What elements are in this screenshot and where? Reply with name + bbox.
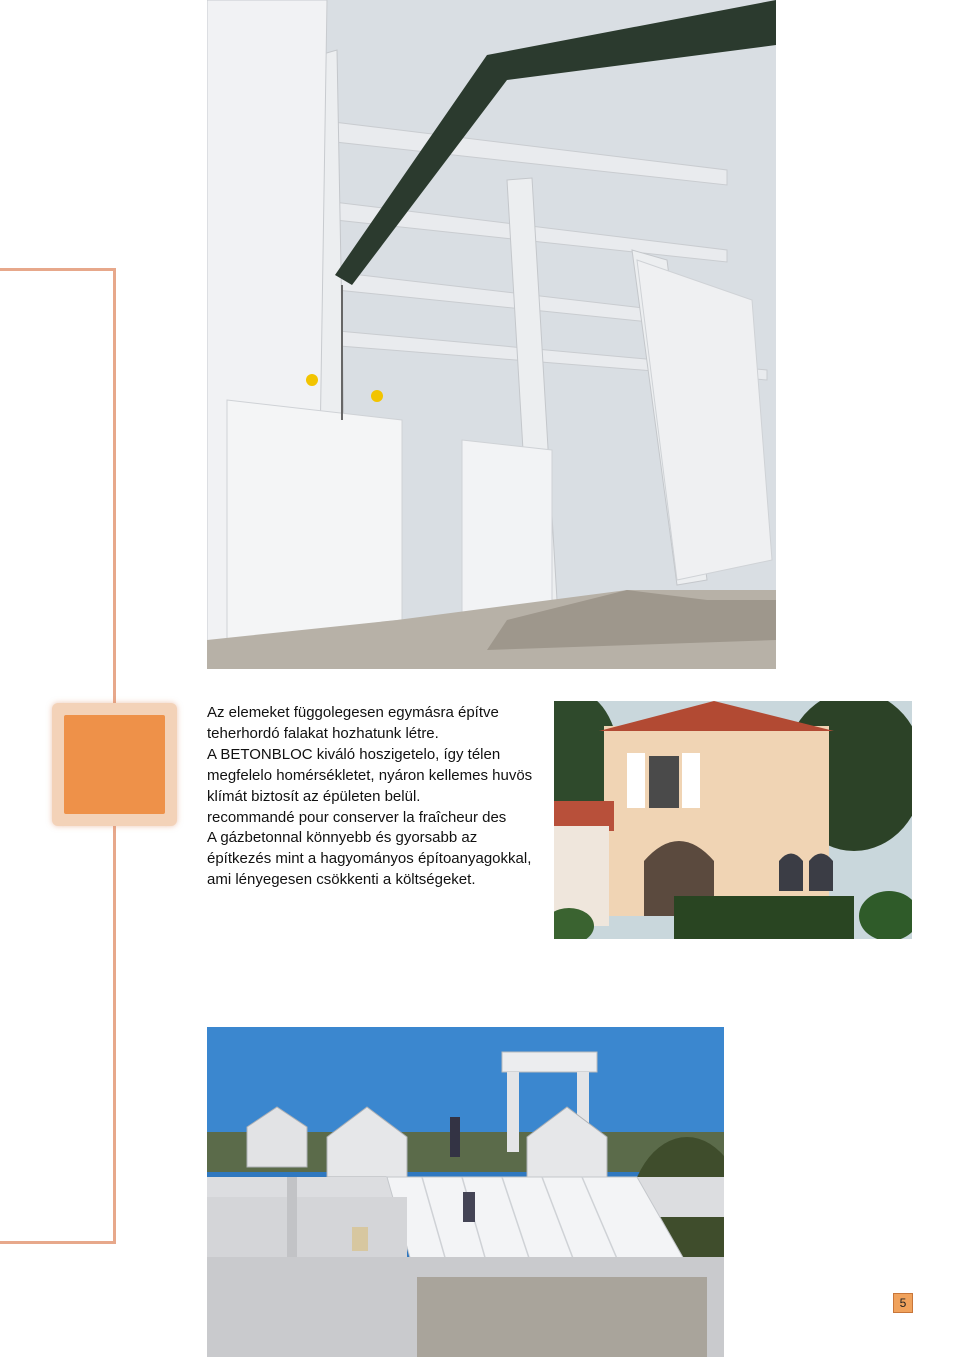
caption-line: Az elemeket függolegesen egymásra építve bbox=[207, 704, 499, 721]
caption-line: klímát biztosít az épületen belül. bbox=[207, 787, 421, 805]
caption-line: ami lényegesen csökkenti a költségeket. bbox=[207, 871, 476, 889]
photo-finished-house bbox=[554, 701, 912, 939]
caption-line: A BETONBLOC kiváló hoszigetelo, így télen bbox=[207, 745, 501, 763]
caption-line: építkezés mint a hagyományos építoanyagokkal, bbox=[207, 850, 532, 868]
caption-line: recommandé pour conserver la fraîcheur des bbox=[207, 808, 507, 826]
photo-crane-construction bbox=[207, 0, 776, 669]
caption-text bbox=[207, 703, 557, 891]
orange-square-badge bbox=[52, 703, 177, 826]
caption-line: teherhordó falakat hozhatunk létre. bbox=[207, 724, 439, 742]
caption-line: megfelelo homérsékletet, nyáron kellemes huvös bbox=[207, 766, 533, 784]
page-number: 5 bbox=[893, 1293, 913, 1313]
caption-line: A gázbetonnal könnyebb és gyorsabb az bbox=[207, 829, 478, 847]
photo-roof-construction bbox=[207, 1027, 724, 1357]
